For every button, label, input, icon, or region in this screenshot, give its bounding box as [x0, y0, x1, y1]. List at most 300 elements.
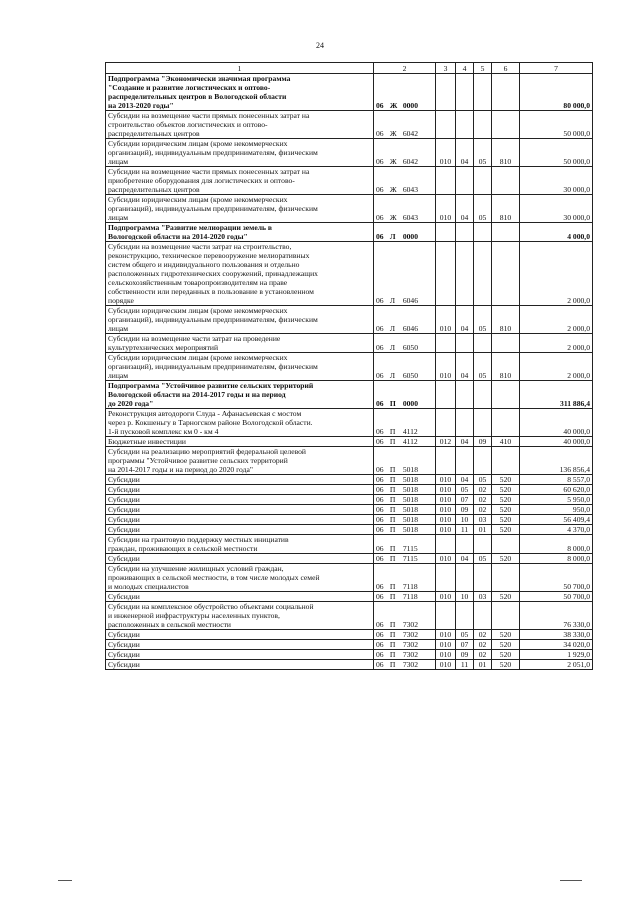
row-description [106, 515, 374, 525]
row-section: 09 [456, 505, 474, 515]
row-ministry: 010 [436, 195, 456, 223]
description-line: приобретение оборудования для логистических и оптово- [108, 176, 295, 185]
code-letter: П [389, 465, 396, 474]
table-row [106, 447, 593, 475]
row-amount: 8 000,0 [520, 554, 593, 564]
row-code [374, 167, 436, 195]
row-description [106, 111, 374, 139]
row-ministry [436, 409, 456, 437]
code-number: 4112 [402, 427, 418, 436]
row-section [456, 167, 474, 195]
row-subsection [474, 447, 492, 475]
description-line: организаций), индивидуальным предпринимателям, физическим [108, 362, 318, 371]
code-letter: П [389, 650, 396, 659]
code-number: 6043 [402, 213, 418, 222]
description-line: расположенных в сельской местности [108, 620, 231, 629]
code-program: 06 [376, 296, 384, 305]
code-letter: Л [389, 232, 396, 241]
bottom-left-mark [58, 880, 72, 881]
row-expense-type: 520 [492, 525, 520, 535]
table-row [106, 111, 593, 139]
row-ministry: 010 [436, 640, 456, 650]
code-letter: Л [389, 343, 396, 352]
row-amount: 60 620,0 [520, 485, 593, 495]
row-amount: 950,0 [520, 505, 593, 515]
table-row [106, 306, 593, 334]
code-number: 6050 [402, 371, 418, 380]
row-expense-type: 810 [492, 306, 520, 334]
code-program: 06 [376, 427, 384, 436]
code-letter: П [389, 427, 396, 436]
row-subsection: 02 [474, 505, 492, 515]
row-code [374, 592, 436, 602]
description-line: Субсидии [108, 660, 140, 669]
code-number: 5018 [402, 495, 418, 504]
description-line: реконструкцию, техническое перевооружение мелиоративных [108, 251, 310, 260]
row-ministry [436, 223, 456, 242]
row-subsection: 03 [474, 515, 492, 525]
code-program: 06 [376, 630, 384, 639]
description-line: Подпрограмма "Устойчивое развитие сельских территорий [108, 381, 314, 390]
code-program: 06 [376, 101, 384, 110]
row-description [106, 650, 374, 660]
row-description [106, 525, 374, 535]
row-code [374, 535, 436, 554]
table-row [106, 554, 593, 564]
header-col-6: 6 [492, 63, 520, 74]
code-letter: П [389, 640, 396, 649]
row-description [106, 485, 374, 495]
row-expense-type [492, 334, 520, 353]
row-amount: 311 886,4 [520, 381, 593, 409]
code-letter: Ж [389, 157, 397, 166]
table-row [106, 167, 593, 195]
code-number: 0000 [402, 232, 418, 241]
description-line: организаций), индивидуальным предпринимателям, физическим [108, 315, 318, 324]
table-row [106, 592, 593, 602]
row-ministry: 010 [436, 515, 456, 525]
row-section [456, 447, 474, 475]
row-code [374, 447, 436, 475]
row-section [456, 409, 474, 437]
row-expense-type [492, 602, 520, 630]
description-line: Субсидии [108, 592, 140, 601]
table-row [106, 409, 593, 437]
row-subsection: 09 [474, 437, 492, 447]
code-number: 6046 [402, 296, 418, 305]
description-line: Субсидии на возмещение части прямых понесенных затрат на [108, 111, 310, 120]
description-line: Субсидии юридическим лицам (кроме некоммерческих [108, 306, 288, 315]
row-description [106, 242, 374, 306]
table-row [106, 535, 593, 554]
description-line: Подпрограмма "Экономически значимая программа [108, 74, 291, 83]
code-letter: Л [389, 371, 396, 380]
code-number: 0000 [402, 399, 418, 408]
row-amount: 8 557,0 [520, 475, 593, 485]
code-number: 7115 [402, 544, 418, 553]
row-description [106, 505, 374, 515]
page-number: 24 [316, 41, 324, 50]
row-code [374, 409, 436, 437]
row-ministry [436, 602, 456, 630]
description-line: расположенных гидротехнических сооружений, принадлежащих [108, 269, 318, 278]
description-line: программы "Устойчивое развитие сельских территорий [108, 456, 288, 465]
row-subsection: 02 [474, 650, 492, 660]
code-program: 06 [376, 475, 384, 484]
row-subsection: 05 [474, 139, 492, 167]
code-number: 7302 [402, 620, 418, 629]
row-subsection: 02 [474, 640, 492, 650]
row-expense-type: 520 [492, 475, 520, 485]
code-number: 5018 [402, 515, 418, 524]
description-line: собственности или переданных в пользование в установленном [108, 287, 314, 296]
row-description [106, 195, 374, 223]
row-expense-type: 520 [492, 640, 520, 650]
table-row [106, 139, 593, 167]
row-section: 04 [456, 139, 474, 167]
row-amount: 40 000,0 [520, 409, 593, 437]
row-amount: 30 000,0 [520, 167, 593, 195]
code-letter: Ж [389, 213, 397, 222]
description-line: строительство объектов логистических и оптово- [108, 120, 268, 129]
description-line: граждан, проживающих в сельской местности [108, 544, 258, 553]
subprogram-row [106, 74, 593, 111]
code-letter: П [389, 399, 396, 408]
row-amount: 30 000,0 [520, 195, 593, 223]
row-code [374, 564, 436, 592]
code-number: 5018 [402, 485, 418, 494]
row-code [374, 554, 436, 564]
row-code [374, 195, 436, 223]
row-section: 04 [456, 306, 474, 334]
row-description [106, 437, 374, 447]
description-line: проживающих в сельской местности, в том числе молодых семей [108, 573, 320, 582]
description-line: Субсидии юридическим лицам (кроме некоммерческих [108, 139, 288, 148]
description-line: Субсидии [108, 554, 140, 563]
description-line: до 2020 года" [108, 399, 154, 408]
row-expense-type: 410 [492, 437, 520, 447]
description-line: организаций), индивидуальным предпринимателям, физическим [108, 148, 318, 157]
code-program: 06 [376, 343, 384, 352]
description-line: Субсидии [108, 630, 140, 639]
description-line: распределительных центров в Вологодской области [108, 92, 287, 101]
row-code [374, 475, 436, 485]
row-code [374, 630, 436, 640]
row-subsection: 05 [474, 195, 492, 223]
row-code [374, 223, 436, 242]
description-line: Субсидии [108, 515, 140, 524]
description-line: организаций), индивидуальным предпринимателям, физическим [108, 204, 318, 213]
description-line: Субсидии на грантовую поддержку местных инициатив [108, 535, 289, 544]
row-section: 11 [456, 525, 474, 535]
table-row [106, 525, 593, 535]
table-row [106, 630, 593, 640]
row-subsection: 05 [474, 475, 492, 485]
row-amount: 80 000,0 [520, 74, 593, 111]
code-program: 06 [376, 554, 384, 563]
row-subsection: 02 [474, 485, 492, 495]
description-line: сельскохозяйственным товаропроизводителям на праве [108, 278, 288, 287]
code-program: 06 [376, 185, 384, 194]
subprogram-row [106, 223, 593, 242]
row-description [106, 660, 374, 670]
description-line: Субсидии юридическим лицам (кроме некоммерческих [108, 353, 288, 362]
row-subsection: 01 [474, 660, 492, 670]
code-program: 06 [376, 544, 384, 553]
description-line: Субсидии на улучшение жилищных условий граждан, [108, 564, 284, 573]
description-line: Вологодской области на 2014-2017 годы и на период [108, 390, 286, 399]
row-description [106, 139, 374, 167]
row-code [374, 650, 436, 660]
description-line: Субсидии [108, 485, 140, 494]
code-letter: Ж [389, 185, 397, 194]
code-letter: П [389, 544, 396, 553]
row-section [456, 564, 474, 592]
row-section: 10 [456, 515, 474, 525]
code-letter: Л [389, 324, 396, 333]
code-letter: П [389, 475, 396, 484]
row-expense-type: 520 [492, 592, 520, 602]
row-description [106, 640, 374, 650]
code-program: 06 [376, 213, 384, 222]
row-expense-type [492, 242, 520, 306]
row-section: 09 [456, 650, 474, 660]
row-description [106, 409, 374, 437]
header-col-3: 3 [436, 63, 456, 74]
row-section [456, 535, 474, 554]
row-description [106, 495, 374, 505]
row-subsection [474, 111, 492, 139]
row-amount: 2 000,0 [520, 353, 593, 381]
row-code [374, 640, 436, 650]
table-row [106, 640, 593, 650]
code-number: 5018 [402, 475, 418, 484]
row-description [106, 475, 374, 485]
code-program: 06 [376, 650, 384, 659]
row-amount: 50 000,0 [520, 139, 593, 167]
row-amount: 2 000,0 [520, 334, 593, 353]
row-amount: 34 020,0 [520, 640, 593, 650]
row-expense-type: 810 [492, 353, 520, 381]
code-number: 6046 [402, 324, 418, 333]
description-line: на 2014-2017 годы и на период до 2020 года" [108, 465, 253, 474]
row-subsection: 02 [474, 630, 492, 640]
row-expense-type: 520 [492, 495, 520, 505]
row-code [374, 111, 436, 139]
row-subsection: 05 [474, 554, 492, 564]
row-expense-type: 810 [492, 139, 520, 167]
code-program: 06 [376, 324, 384, 333]
code-number: 6042 [402, 129, 418, 138]
row-code [374, 139, 436, 167]
code-letter: П [389, 660, 396, 669]
code-number: 7302 [402, 630, 418, 639]
code-letter: П [389, 495, 396, 504]
row-section [456, 74, 474, 111]
row-ministry [436, 167, 456, 195]
description-line: Субсидии [108, 650, 140, 659]
table-row [106, 195, 593, 223]
description-line: Субсидии на комплексное обустройство объектами социальной [108, 602, 314, 611]
row-section: 04 [456, 353, 474, 381]
description-line: на 2013-2020 годы" [108, 101, 174, 110]
code-program: 06 [376, 515, 384, 524]
row-expense-type: 810 [492, 195, 520, 223]
row-ministry: 010 [436, 650, 456, 660]
header-col-4: 4 [456, 63, 474, 74]
code-letter: П [389, 592, 396, 601]
description-line: Субсидии [108, 640, 140, 649]
code-program: 06 [376, 582, 384, 591]
row-ministry: 012 [436, 437, 456, 447]
table-row [106, 485, 593, 495]
code-number: 6042 [402, 157, 418, 166]
code-letter: П [389, 485, 396, 494]
row-expense-type: 520 [492, 515, 520, 525]
code-letter: П [389, 515, 396, 524]
table-row [106, 650, 593, 660]
row-description [106, 535, 374, 554]
code-number: 5018 [402, 465, 418, 474]
row-description [106, 167, 374, 195]
row-section: 04 [456, 437, 474, 447]
code-program: 06 [376, 525, 384, 534]
code-program: 06 [376, 232, 384, 241]
table-row [106, 353, 593, 381]
description-line: Субсидии на реализацию мероприятий федеральной целевой [108, 447, 306, 456]
row-expense-type [492, 564, 520, 592]
row-description [106, 334, 374, 353]
row-amount: 1 929,0 [520, 650, 593, 660]
row-subsection [474, 167, 492, 195]
row-section: 04 [456, 554, 474, 564]
row-amount: 136 856,4 [520, 447, 593, 475]
row-code [374, 515, 436, 525]
row-section: 05 [456, 485, 474, 495]
row-amount: 2 000,0 [520, 242, 593, 306]
bottom-right-mark [560, 880, 582, 881]
row-amount: 8 000,0 [520, 535, 593, 554]
row-expense-type [492, 409, 520, 437]
row-section [456, 334, 474, 353]
code-program: 06 [376, 129, 384, 138]
row-code [374, 381, 436, 409]
table-row [106, 475, 593, 485]
row-ministry: 010 [436, 475, 456, 485]
row-ministry [436, 74, 456, 111]
row-section: 11 [456, 660, 474, 670]
row-subsection: 05 [474, 306, 492, 334]
row-amount: 38 330,0 [520, 630, 593, 640]
description-line: Субсидии [108, 525, 140, 534]
row-expense-type [492, 111, 520, 139]
row-ministry: 010 [436, 139, 456, 167]
row-ministry: 010 [436, 505, 456, 515]
row-expense-type [492, 535, 520, 554]
code-letter: П [389, 437, 396, 446]
row-amount: 2 051,0 [520, 660, 593, 670]
row-subsection [474, 74, 492, 111]
row-expense-type: 520 [492, 630, 520, 640]
table-row [106, 495, 593, 505]
row-code [374, 74, 436, 111]
description-line: и инженерной инфраструктуры населенных пунктов, [108, 611, 280, 620]
row-ministry [436, 381, 456, 409]
row-section [456, 381, 474, 409]
row-expense-type [492, 223, 520, 242]
row-code [374, 242, 436, 306]
code-letter: П [389, 630, 396, 639]
row-code [374, 353, 436, 381]
row-description [106, 630, 374, 640]
description-line: через р. Кокшеньгу в Тарногском районе Вологодской области. [108, 418, 313, 427]
row-subsection [474, 564, 492, 592]
row-section [456, 242, 474, 306]
row-subsection [474, 535, 492, 554]
description-line: Субсидии юридическим лицам (кроме некоммерческих [108, 195, 288, 204]
row-subsection: 02 [474, 495, 492, 505]
code-number: 6050 [402, 343, 418, 352]
row-ministry [436, 535, 456, 554]
row-ministry: 010 [436, 630, 456, 640]
row-subsection [474, 334, 492, 353]
row-expense-type: 520 [492, 660, 520, 670]
code-letter: П [389, 620, 396, 629]
table-row [106, 515, 593, 525]
row-amount: 56 409,4 [520, 515, 593, 525]
row-section: 07 [456, 495, 474, 505]
description-line: культуртехнических мероприятий [108, 343, 219, 352]
description-line: распределительных центров [108, 185, 200, 194]
row-subsection: 01 [474, 525, 492, 535]
code-letter: Л [389, 296, 396, 305]
code-program: 06 [376, 437, 384, 446]
header-col-5: 5 [474, 63, 492, 74]
description-line: Субсидии [108, 505, 140, 514]
header-col-2: 2 [374, 63, 436, 74]
row-section [456, 602, 474, 630]
row-code [374, 485, 436, 495]
code-letter: Ж [389, 101, 398, 110]
code-number: 7115 [402, 554, 418, 563]
row-amount: 5 950,0 [520, 495, 593, 505]
row-code [374, 505, 436, 515]
table-row [106, 660, 593, 670]
description-line: Подпрограмма "Развитие мелиорации земель в [108, 223, 272, 232]
code-number: 7118 [402, 592, 418, 601]
description-line: Субсидии на возмещение части прямых понесенных затрат на [108, 167, 310, 176]
row-ministry: 010 [436, 353, 456, 381]
code-number: 7302 [402, 650, 418, 659]
table-header-row [106, 63, 593, 74]
row-code [374, 660, 436, 670]
description-line: Реконструкция автодороги Слуда - Афанасьевская с мостом [108, 409, 302, 418]
row-description [106, 353, 374, 381]
description-line: лицам [108, 324, 129, 333]
row-ministry: 010 [436, 495, 456, 505]
table-row [106, 242, 593, 306]
code-program: 06 [376, 620, 384, 629]
row-amount: 2 000,0 [520, 306, 593, 334]
code-program: 06 [376, 660, 384, 669]
code-letter: П [389, 582, 396, 591]
row-amount: 76 330,0 [520, 602, 593, 630]
row-amount: 4 370,0 [520, 525, 593, 535]
row-code [374, 602, 436, 630]
row-ministry: 010 [436, 525, 456, 535]
code-number: 5018 [402, 505, 418, 514]
row-ministry: 010 [436, 592, 456, 602]
